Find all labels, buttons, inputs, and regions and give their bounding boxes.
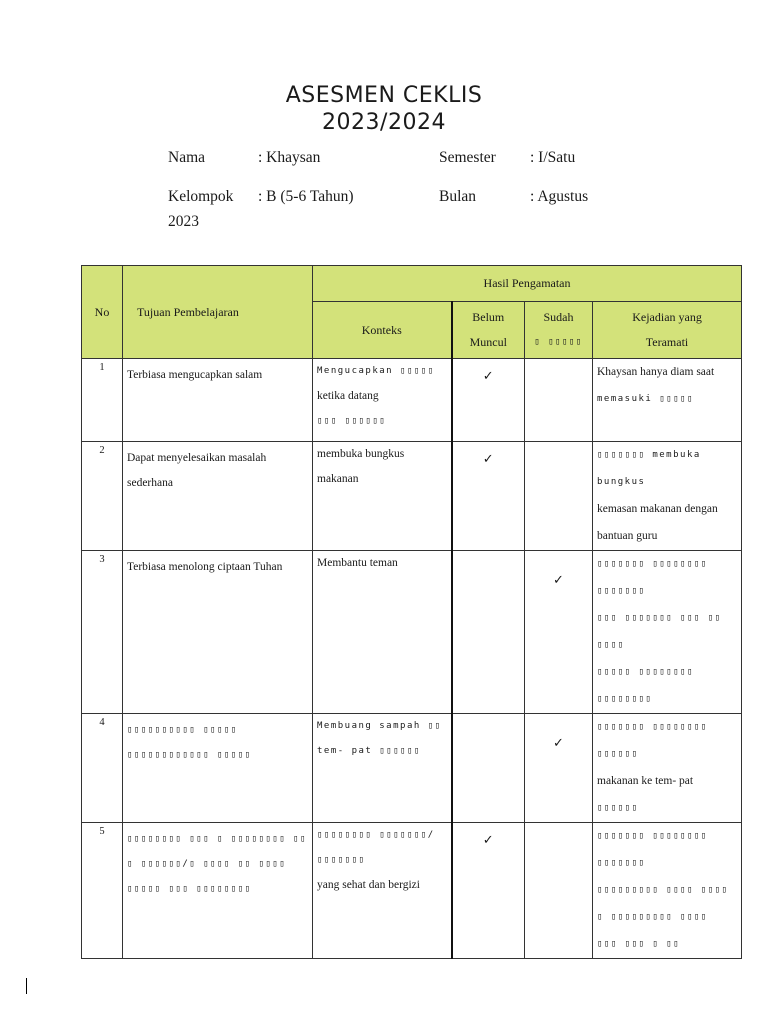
row-kejadian	[593, 442, 742, 551]
row-tujuan: ▯▯▯▯▯▯▯▯ ▯▯▯ ▯ ▯▯▯▯▯▯▯▯ ▯▯ ▯ ▯▯▯▯▯▯/▯ ▯▯▯▯ ▯▯ ▯▯▯▯ ▯▯▯▯▯ ▯▯▯ ▯▯▯▯▯▯▯▯	[123, 823, 313, 959]
kejadian-line: ▯▯▯▯▯ ▯▯▯▯▯▯▯▯	[597, 667, 694, 677]
row-konteks	[313, 714, 452, 823]
check-icon: ✓	[482, 832, 494, 847]
konteks-line: ▯▯▯▯▯▯▯▯ ▯▯▯▯▯▯▯/▯▯▯▯▯▯▯	[317, 830, 435, 865]
row-konteks	[313, 823, 452, 959]
row-sudah-muncul	[525, 359, 593, 442]
kejadian-line: ▯▯▯▯▯▯▯ ▯▯▯▯▯▯▯▯ ▯▯▯▯▯▯▯	[597, 831, 708, 868]
semester-value: : I/Satu	[530, 149, 576, 166]
row-belum-muncul	[452, 714, 525, 823]
konteks-line: ketika datang	[317, 390, 379, 402]
kejadian-line: ▯▯▯▯▯▯	[597, 803, 639, 813]
nama-label: Nama	[168, 149, 206, 166]
check-icon: ✓	[482, 451, 494, 466]
konteks-line: tem- pat ▯▯▯▯▯▯	[317, 746, 421, 756]
row-kejadian	[593, 714, 742, 823]
kejadian-line: ▯ ▯▯▯▯▯▯▯▯▯ ▯▯▯▯	[597, 912, 708, 922]
document-title	[0, 82, 768, 136]
row-sudah-muncul	[525, 442, 593, 551]
row-kejadian	[593, 359, 742, 442]
kejadian-line: ▯▯▯ ▯▯▯▯▯▯▯ ▯▯▯ ▯▯ ▯▯▯▯	[597, 613, 722, 650]
kejadian-line: ▯▯▯▯▯▯▯ ▯▯▯▯▯▯▯▯ ▯▯▯▯▯▯	[597, 722, 708, 759]
row-sudah-muncul	[525, 823, 593, 959]
row-number: 1	[82, 359, 123, 442]
header-kejadian	[593, 302, 742, 359]
header-sudah-line2: ▯ ▯▯▯▯▯	[534, 337, 583, 347]
row-konteks	[313, 442, 452, 551]
nama-value: : Khaysan	[258, 149, 321, 166]
kejadian-line: ▯▯▯▯▯▯▯▯▯ ▯▯▯▯ ▯▯▯▯	[597, 885, 729, 895]
row-number: 3	[82, 551, 123, 714]
header-kejadian-line2: Teramati	[645, 335, 689, 349]
header-hasil: Hasil Pengamatan	[313, 266, 742, 302]
kejadian-line: makanan ke tem- pat	[597, 775, 694, 787]
check-icon: ✓	[553, 572, 564, 587]
kejadian-line: ▯▯▯▯▯▯▯ membuka bungkus	[597, 450, 701, 487]
row-belum-muncul	[452, 442, 525, 551]
kejadian-line: kemasan makanan dengan	[597, 503, 718, 515]
header-sudah-line1: Sudah	[543, 310, 574, 324]
row-tujuan: ▯▯▯▯▯▯▯▯▯▯ ▯▯▯▯▯ ▯▯▯▯▯▯▯▯▯▯▯▯ ▯▯▯▯▯	[123, 714, 313, 823]
konteks-line: Mengucapkan ▯▯▯▯▯	[317, 366, 435, 376]
konteks-line: ▯▯▯ ▯▯▯▯▯▯	[317, 416, 387, 426]
year-text: 2023	[168, 213, 199, 230]
kejadian-line: ▯▯▯▯▯▯▯▯	[597, 694, 653, 704]
row-number: 2	[82, 442, 123, 551]
title-line-1: ASESMEN CEKLIS	[285, 83, 483, 108]
table-row	[82, 359, 742, 442]
row-konteks	[313, 551, 452, 714]
table-row	[82, 442, 742, 551]
row-kejadian	[593, 823, 742, 959]
header-kejadian-line1: Kejadian yang	[632, 310, 702, 324]
row-konteks	[313, 359, 452, 442]
title-line-2: 2023/2024	[322, 110, 446, 135]
assessment-table-wrapper	[81, 265, 742, 959]
row-number: 5	[82, 823, 123, 959]
table-row	[82, 823, 742, 959]
kelompok-label: Kelompok	[168, 188, 234, 205]
konteks-line: Membuang sampah ▯▯	[317, 721, 442, 731]
row-belum-muncul	[452, 551, 525, 714]
kejadian-line: ▯▯▯ ▯▯▯ ▯ ▯▯	[597, 939, 681, 949]
konteks-line: yang sehat dan bergizi	[317, 879, 420, 891]
row-number: 4	[82, 714, 123, 823]
text-cursor	[26, 978, 27, 994]
kejadian-line: ▯▯▯▯▯▯▯ ▯▯▯▯▯▯▯▯ ▯▯▯▯▯▯▯	[597, 559, 708, 596]
header-belum	[452, 302, 525, 359]
row-sudah-muncul	[525, 714, 593, 823]
row-tujuan: Terbiasa mengucapkan salam	[123, 359, 313, 442]
bulan-value: : Agustus	[530, 188, 589, 205]
row-tujuan: Dapat menyelesaikan masalah sederhana	[123, 442, 313, 551]
row-tujuan: Terbiasa menolong ciptaan Tuhan	[123, 551, 313, 714]
check-icon: ✓	[553, 735, 564, 750]
header-sudah	[525, 302, 593, 359]
konteks-line: Membantu teman	[317, 557, 398, 569]
row-sudah-muncul	[525, 551, 593, 714]
kejadian-line: memasuki ▯▯▯▯▯	[597, 394, 694, 404]
semester-label: Semester	[439, 149, 496, 166]
header-no: No	[82, 266, 123, 359]
header-belum-line2: Muncul	[469, 335, 507, 349]
bulan-label: Bulan	[439, 188, 477, 205]
kelompok-value: : B (5-6 Tahun)	[258, 188, 354, 205]
header-belum-line1: Belum	[472, 310, 505, 324]
row-belum-muncul	[452, 823, 525, 959]
table-body	[82, 359, 742, 959]
row-kejadian	[593, 551, 742, 714]
konteks-line: makanan	[317, 473, 359, 485]
check-icon: ✓	[482, 368, 494, 383]
table-row	[82, 551, 742, 714]
header-konteks: Konteks	[313, 302, 452, 359]
row-belum-muncul	[452, 359, 525, 442]
kejadian-line: Khaysan hanya diam saat	[597, 366, 715, 378]
header-tujuan: Tujuan Pembelajaran	[123, 266, 313, 359]
table-row	[82, 714, 742, 823]
kejadian-line: bantuan guru	[597, 530, 658, 542]
assessment-table	[81, 265, 742, 959]
konteks-line: membuka bungkus	[317, 448, 405, 460]
